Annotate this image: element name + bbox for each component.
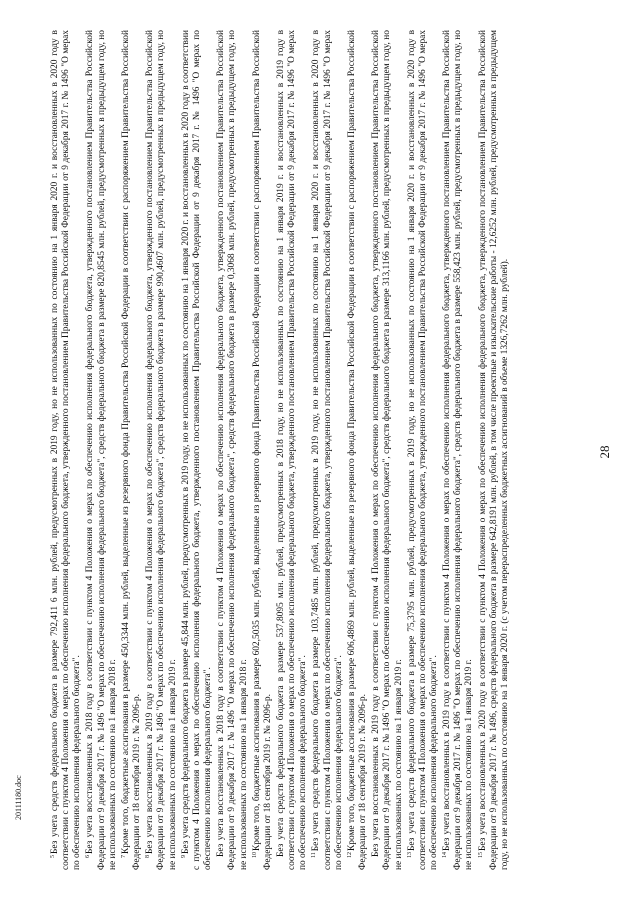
footnote-text: Без учета восстановленных в 2019 году в соответствии с пунктом 4 Положения о мерах по обеспечению исполнения федерального бюджета, утвержденного постановлением Правительства Российской Федерации от 9 декабря 2017 г. № 1496 "О мерах по обеспечению исполнения федерального бюджета", средств федерального бюджета в размере 990,4607 млн. рублей, предусмотренных в предыдущем году, но не использованных по состоянию на 1 января 2019 г. bbox=[145, 30, 178, 870]
footnote-text: Без учета средств федерального бюджета в размере 537,8095 млн. рублей, предусмотренных в 2018 году, но не использованных по состоянию на 1 января 2019 г. и восстановленных в 2019 году в соответствии с пунктом 4 Положения о мерах по обеспечению исполнения федерального бюджета, утвержденного постановлением Правительства Российской Федерации от 9 декабря 2017 г. № 1496 "О мерах по обеспечению исполнения федерального бюджета". bbox=[275, 30, 309, 870]
footnote bbox=[369, 30, 404, 870]
footnote-number: 10 bbox=[251, 852, 258, 858]
footnote bbox=[83, 30, 118, 870]
footnote-text: Кроме того, бюджетные ассигнования в размере 450,3344 млн. рублей, выделенные из резервного фонда Правительства Российской Федерации в соответствии с распоряжением Правительства Российской Федерации от 18 сентября 2019 г. № 2096-р. bbox=[120, 30, 143, 870]
footnote bbox=[119, 30, 143, 870]
footnote bbox=[274, 30, 309, 870]
footnote-number: 12 bbox=[346, 852, 353, 858]
footnote-text: Без учета средств федерального бюджета в размере 45,844 млн. рублей, предусмотренных в 2019 году, но не использованных по состоянию на 1 января 2020 г. и восстановленных в 2020 году в соответствии с пунктом 4 Положения о мерах по обеспечению исполнения федерального бюджета, утвержденного постановлением Правительства Российской Федерации от 9 декабря 2017 г. № 1496 "О мерах по обеспечению исполнения федерального бюджета". bbox=[180, 30, 214, 870]
footnote bbox=[214, 30, 249, 870]
footnote-text: Без учета восстановленных в 2019 году в соответствии с пунктом 4 Положения о мерах по обеспечению исполнения федерального бюджета, утвержденного постановлением Правительства Российской Федерации от 9 декабря 2017 г. № 1496 "О мерах по обеспечению исполнения федерального бюджета", средств федерального бюджета в размере 558,423 млн. рублей, предусмотренных в предыдущем году, но не использованных по состоянию на 1 января 2019 г. bbox=[442, 30, 475, 870]
footnote-text: Без учета восстановленных в 2018 году в соответствии с пунктом 4 Положения о мерах по обеспечению исполнения федерального бюджета, утвержденного постановлением Правительства Российской Федерации от 9 декабря 2017 г. № 1496 "О мерах по обеспечению исполнения федерального бюджета", средств федерального бюджета в размере 0,3068 млн. рублей, предусмотренных в предыдущем году, но не использованных по состоянию на 1 января 2018 г. bbox=[216, 30, 249, 870]
footnote-number: 7 bbox=[120, 855, 127, 858]
footnote-number: 15 bbox=[477, 852, 484, 858]
footnote-number: 8 bbox=[145, 855, 152, 858]
rotated-text-area bbox=[48, 30, 608, 870]
footnote-text: Без учета средств федерального бюджета в размере 75,3795 млн. рублей, предусмотренных в 2019 году, но не использованных по состоянию на 1 января 2020 г. и восстановленных в 2020 году в соответствии с пунктом 4 Положения о мерах по обеспечению исполнения федерального бюджета, утвержденного постановлением Правительства Российской Федерации от 9 декабря 2017 г. № 1496 "О мерах по обеспечению исполнения федерального бюджета". bbox=[406, 30, 439, 870]
footnote-number: 5 bbox=[50, 855, 56, 858]
footnote-number: 11 bbox=[311, 852, 318, 858]
footnote bbox=[250, 30, 274, 870]
footnote-text: Без учета восстановленных в 2018 году в соответствии с пунктом 4 Положения о мерах по обеспечению исполнения федерального бюджета, утвержденного постановлением Правительства Российской Федерации от 9 декабря 2017 г. № 1496 "О мерах по обеспечению исполнения федерального бюджета", средств федерального бюджета в размере 820,8545 млн. рублей, предусмотренных в предыдущем году, но не использованных по состоянию на 1 января 2018 г. bbox=[85, 30, 118, 870]
footnote bbox=[476, 30, 511, 870]
footnote bbox=[48, 30, 83, 870]
footnote-number: 6 bbox=[85, 855, 92, 858]
footnote bbox=[179, 30, 214, 870]
footnote-number: 9 bbox=[180, 855, 187, 858]
footnote bbox=[405, 30, 440, 870]
footnote-text: Без учета средств федерального бюджета в размере 103,7485 млн. рублей, предусмотренных в 2019 году, но не использованных по состоянию на 1 января 2020 г. и восстановленных в 2020 году в соответствии с пунктом 4 Положения о мерах по обеспечению исполнения федерального бюджета, утвержденного постановлением Правительства Российской Федерации от 9 декабря 2017 г. № 1496 "О мерах по обеспечению исполнения федерального бюджета". bbox=[311, 30, 344, 870]
rotated-text-box bbox=[48, 30, 608, 870]
footnote bbox=[143, 30, 178, 870]
footnote-number: 14 bbox=[442, 852, 449, 858]
page-number: 28 bbox=[597, 445, 612, 459]
footnotes-block bbox=[48, 30, 511, 870]
footnote bbox=[345, 30, 369, 870]
footnote bbox=[309, 30, 344, 870]
footnote-text: Без учета восстановленных в 2019 году в соответствии с пунктом 4 Положения о мерах по обеспечению исполнения федерального бюджета, утвержденного постановлением Правительства Российской Федерации от 9 декабря 2017 г. № 1496 "О мерах по обеспечению исполнения федерального бюджета", средств федерального бюджета в размере 313,1166 млн. рублей, предусмотренных в предыдущем году, но не использованных по состоянию на 1 января 2019 г. bbox=[371, 30, 404, 870]
footnote bbox=[440, 30, 475, 870]
footnote-text: Кроме того, бюджетные ассигнования в размере 602,5035 млн. рублей, выделенные из резервного фонда Правительства Российской Федерации в соответствии с распоряжением Правительства Российской Федерации от 18 сентября 2019 г. № 2096-р. bbox=[251, 30, 273, 870]
footnote-text: Без учета средств федерального бюджета в размере 792,411 6 млн. рублей, предусмотренных в 2019 году, но не использованных по состоянию на 1 января 2020 г. и восстановленных в 2020 году в соответствии с пунктом 4 Положения о мерах по обеспечению исполнения федерального бюджета, утвержденного постановлением Правительства Российской Федерации от 9 декабря 2017 г. № 1496 "О мерах по обеспечению исполнения федерального бюджета". bbox=[50, 30, 83, 870]
footnote-text: Без учета восстановленных в 2020 году в соответствии с пунктом 4 Положения о мерах по обеспечению исполнения федерального бюджета, утвержденного постановлением Правительства Российской Федерации от 9 декабря 2017 г. № 1496, средств федерального бюджета в размере 642,8191 млн. рублей, в том числе проектные и изыскательские работы - 12,6252 млн. рублей, предусмотренных в предыдущем году, но не использованных по состоянию на 1 января 2020 г. (с учетом перераспределенных бюджетных ассигнований в объеме 1326,7262 млн. рублей). bbox=[477, 30, 510, 870]
file-name: 20111180.doc bbox=[14, 775, 23, 820]
footnote-text: Кроме того, бюджетные ассигнования в размере 606,4869 млн. рублей, выделенные из резервного фонда Правительства Российской Федерации в соответствии с распоряжением Правительства Российской Федерации от 18 сентября 2019 г. № 2096-р. bbox=[346, 30, 369, 870]
footnote-number: 13 bbox=[406, 852, 413, 858]
